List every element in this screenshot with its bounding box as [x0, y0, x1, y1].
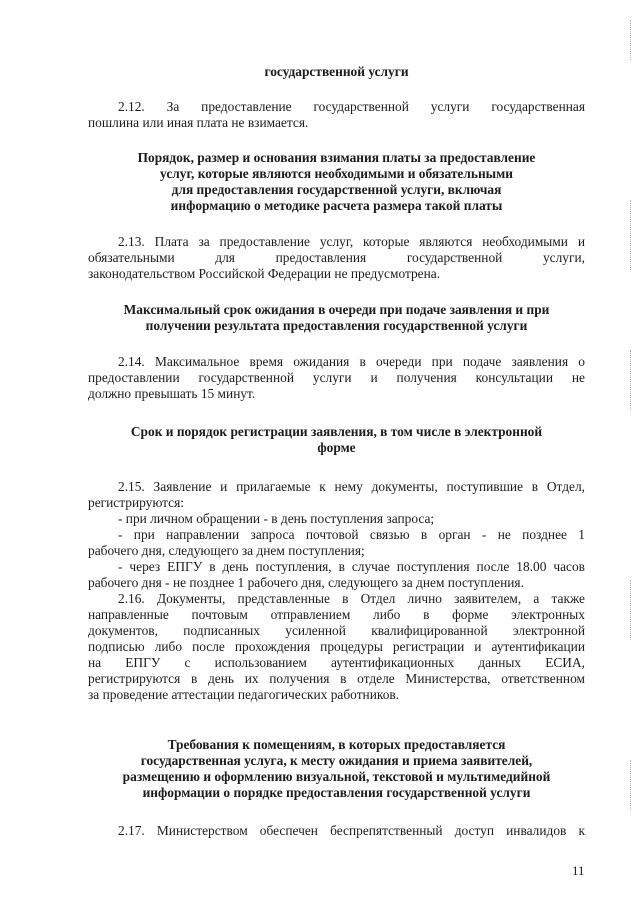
paragraph-line: рабочего дня - не позднее 1 рабочего дня, следующего за днем поступления.: [88, 575, 524, 590]
paragraph-line: пошлина или иная плата не взимается.: [88, 115, 309, 130]
heading-line: для предоставления государственной услуги, включая: [171, 182, 502, 197]
paragraph-line: направленные почтовым отправлением либо в форме электронных: [88, 607, 585, 622]
scan-edge-mark: [630, 760, 632, 810]
paragraph-line: должно превышать 15 минут.: [88, 386, 256, 401]
paragraph-line: регистрируются:: [88, 495, 184, 510]
paragraph-line: обязательными для предоставления государственной услуги,: [88, 250, 585, 265]
scan-edge-mark: [630, 20, 632, 60]
paragraph-line: 2.15. Заявление и прилагаемые к нему документы, поступившие в Отдел,: [118, 479, 585, 494]
paragraph-line: 2.17. Министерством обеспечен беспрепятственный доступ инвалидов к: [118, 823, 585, 838]
heading-line: Срок и порядок регистрации заявления, в том числе в электронной: [130, 424, 543, 439]
heading-line: форме: [317, 440, 356, 455]
heading-line: государственная услуга, к месту ожидания и приема заявителей,: [140, 753, 533, 768]
scan-edge-mark: [630, 200, 632, 270]
heading-line: Требования к помещениям, в которых предоставляется: [167, 737, 506, 752]
heading-line: услуг, которые являются необходимыми и обязательными: [160, 166, 513, 181]
paragraph-line: законодательством Российской Федерации не предусмотрена.: [88, 266, 441, 281]
heading-continuation: государственной услуги: [264, 64, 409, 79]
paragraph-line: 2.14. Максимальное время ожидания в очереди при подаче заявления о: [118, 354, 585, 369]
scan-edge-mark: [630, 350, 632, 410]
list-item: - при направлении запроса почтовой связью в орган - не позднее 1: [118, 527, 585, 542]
list-item: - через ЕПГУ в день поступления, в случае поступления после 18.00 часов: [118, 559, 585, 574]
page-number: 11: [572, 863, 585, 878]
paragraph-line: 2.12. За предоставление государственной услуги государственная: [118, 99, 585, 114]
heading-line: Порядок, размер и основания взимания платы за предоставление: [137, 150, 536, 165]
scan-edge-mark: [630, 580, 632, 640]
paragraph-line: документов, подписанных усиленной квалифицированной электронной: [88, 623, 585, 638]
list-item: - при личном обращении - в день поступления запроса;: [118, 511, 435, 526]
paragraph-line: регистрируются в день их получения в отделе Министерства, ответственном: [88, 671, 585, 686]
paragraph-line: подписью либо после прохождения процедуры регистрации и аутентификации: [88, 639, 585, 654]
heading-line: размещению и оформлению визуальной, текстовой и мультимедийной: [122, 769, 551, 784]
heading-line: информацию о методике расчета размера такой платы: [170, 198, 503, 213]
heading-line: Максимальный срок ожидания в очереди при подаче заявления и при: [123, 302, 550, 317]
paragraph-line: рабочего дня, следующего за днем поступления;: [88, 543, 365, 558]
paragraph-line: 2.13. Плата за предоставление услуг, которые являются необходимыми и: [118, 234, 585, 249]
paragraph-line: 2.16. Документы, представленные в Отдел лично заявителем, а также: [118, 591, 585, 606]
heading-line: получении результата предоставления государственной услуги: [145, 318, 528, 333]
heading-line: информации о порядке предоставления государственной услуги: [142, 785, 531, 800]
paragraph-line: за проведение аттестации педагогических работников.: [88, 687, 400, 702]
paragraph-line: на ЕПГУ с использованием аутентификационных данных ЕСИА,: [88, 655, 585, 670]
paragraph-line: предоставлении государственной услуги и получения консультации не: [88, 370, 585, 385]
